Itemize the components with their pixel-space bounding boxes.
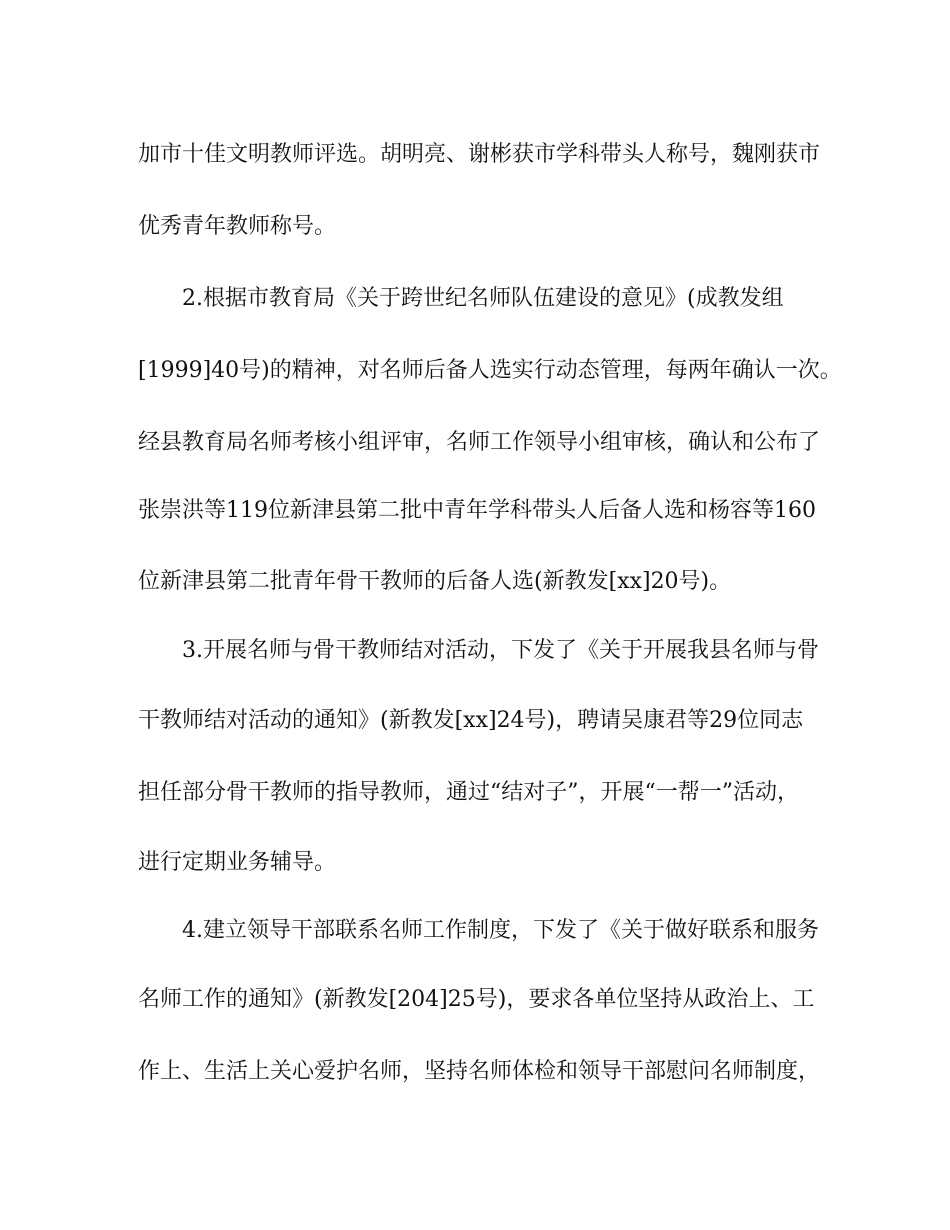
text-line: 名师工作的通知》(新教发[204]25号)，要求各单位坚持从政治上、工 bbox=[138, 987, 815, 1012]
text-line: 经县教育局名师考核小组评审，名师工作领导小组审核，确认和公布了 bbox=[138, 430, 821, 455]
paragraph-4-start: 4.建立领导干部联系名师工作制度，下发了《关于做好联系和服务 bbox=[182, 918, 819, 943]
text-line: 进行定期业务辅导。 bbox=[138, 850, 337, 875]
text-line: 张崇洪等119位新津县第二批中青年学科带头人后备人选和杨容等160 bbox=[138, 498, 816, 523]
paragraph-3-start: 3.开展名师与骨干教师结对活动，下发了《关于开展我县名师与骨 bbox=[182, 638, 819, 663]
text-line: 加市十佳文明教师评选。胡明亮、谢彬获市学科带头人称号，魏刚获市 bbox=[138, 142, 821, 167]
text-line: 优秀青年教师称号。 bbox=[138, 214, 337, 239]
text-line: 位新津县第二批青年骨干教师的后备人选(新教发[xx]20号)。 bbox=[138, 569, 732, 594]
text-line: 担任部分骨干教师的指导教师，通过“结对子”，开展“一帮一”活动， bbox=[138, 780, 799, 805]
text-line: [1999]40号)的精神，对名师后备人选实行动态管理，每两年确认一次。 bbox=[138, 358, 842, 383]
text-line: 作上、生活上关心爱护名师，坚持名师体检和领导干部慰问名师制度， bbox=[138, 1059, 821, 1084]
paragraph-2-start: 2.根据市教育局《关于跨世纪名师队伍建设的意见》(成教发组 bbox=[182, 286, 784, 311]
text-line: 干教师结对活动的通知》(新教发[xx]24号)，聘请吴康君等29位同志 bbox=[138, 708, 804, 733]
